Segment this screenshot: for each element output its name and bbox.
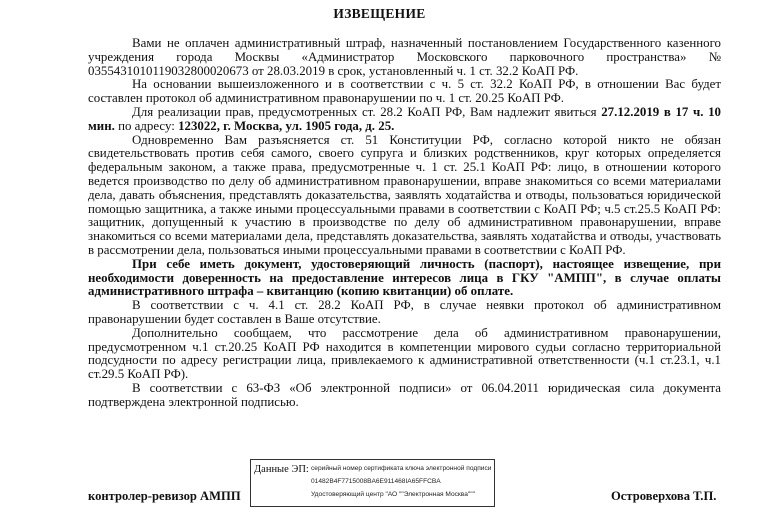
paragraph-rights: Одновременно Вам разъясняется ст. 51 Конституции РФ, согласно которой никто не обязан свидетельствовать против себя самого, своего супруга и близких родственников, круг которых определяется федеральным законом, а также права, предусмотренные ч. 1 ст. 25.1 КоАП РФ: лицо, в отношении которого ведется производство по делу об административном правонарушении, вправе знакомиться со всеми материалами дела, давать объяснения, представлять доказательства, заявлять ходатайства и отводы, пользоваться юридической помощью защитника, а также иными процессуальными правами в соответствии с КоАП РФ; ч.5 ст.25.5 КоАП РФ: защитник, допущенный к участию в производстве по делу об административном правонарушении, вправе знакомиться со всеми материалами дела, представлять доказательства, заявлять ходатайства и отводы, участвовать в рассмотрении дела, пользоваться иными процессуальными правами в соответствии с КоАП РФ. xyxy=(88,132,721,257)
appearance-text-pre: Для реализации прав, предусмотренных ст. 28.2 КоАП РФ, Вам надлежит явиться xyxy=(132,104,602,119)
paragraph-appearance xyxy=(88,106,721,134)
signer-name: Островерхова Т.П. xyxy=(611,489,717,503)
document-title: ИЗВЕЩЕНИЕ xyxy=(333,6,426,21)
paragraph-unpaid-fine: Вами не оплачен административный штраф, назначенный постановлением Государственного казенного учреждения города Москвы «Администратор Московского парковочного пространства» № 0355431010119032800020673 от 28.03.2019 в срок, установленный ч. 1 ст. 32.2 КоАП РФ. xyxy=(88,36,721,78)
stamp-label: Данные ЭП: xyxy=(254,464,309,475)
appearance-address: 123022, г. Москва, ул. 1905 года, д. 25. xyxy=(178,118,395,133)
appearance-datetime: 27.12.2019 в 17 ч. 10 мин. xyxy=(88,104,721,133)
signer-position: контролер-ревизор АМПП xyxy=(88,489,241,503)
paragraph-absence: В соответствии с ч. 4.1 ст. 28.2 КоАП РФ, в случае неявки протокол об административном правонарушении будет составлен в Ваше отсутствие. xyxy=(88,298,721,326)
paragraph-jurisdiction: Дополнительно сообщаем, что рассмотрение дела об административном правонарушении, предусмотренном ч.1 ст.20.25 КоАП РФ находится в компетенции мирового судьи согласно территориальной подсудности по адресу регистрации лица, привлекаемого к административной ответственности (ч.1 ст.23.1, ч.1 ст.29.5 КоАП РФ). xyxy=(88,325,721,382)
appearance-text-mid: по адресу: xyxy=(114,118,179,133)
paragraph-protocol: На основании вышеизложенного и в соответствии с ч. 5 ст. 32.2 КоАП РФ, в отношении Вас будет составлен протокол об административном правонарушении по ч. 1 ст. 20.25 КоАП РФ. xyxy=(88,77,721,106)
stamp-certificate-center: Удостоверяющий центр "АО ""Электронная Москва""" xyxy=(311,491,475,498)
document-body xyxy=(88,37,721,410)
paragraph-documents-required: При себе иметь документ, удостоверяющий личность (паспорт), настоящее извещение, при необходимости доверенность на предоставление интересов лица в ГКУ "АМПП", в случае оплаты административного штрафа – квитанцию (копию квитанции) об оплате. xyxy=(88,256,721,299)
e-signature-stamp xyxy=(250,459,495,507)
stamp-serial-caption: серийный номер сертификата ключа электронной подписи xyxy=(311,465,492,472)
paragraph-e-signature: В соответствии с 63-ФЗ «Об электронной подписи» от 06.04.2011 юридическая сила документа подтверждена электронной подписью. xyxy=(88,380,721,409)
stamp-serial-number: 01482B4F7715008BA6E911468IA65FFCBA xyxy=(311,478,441,485)
